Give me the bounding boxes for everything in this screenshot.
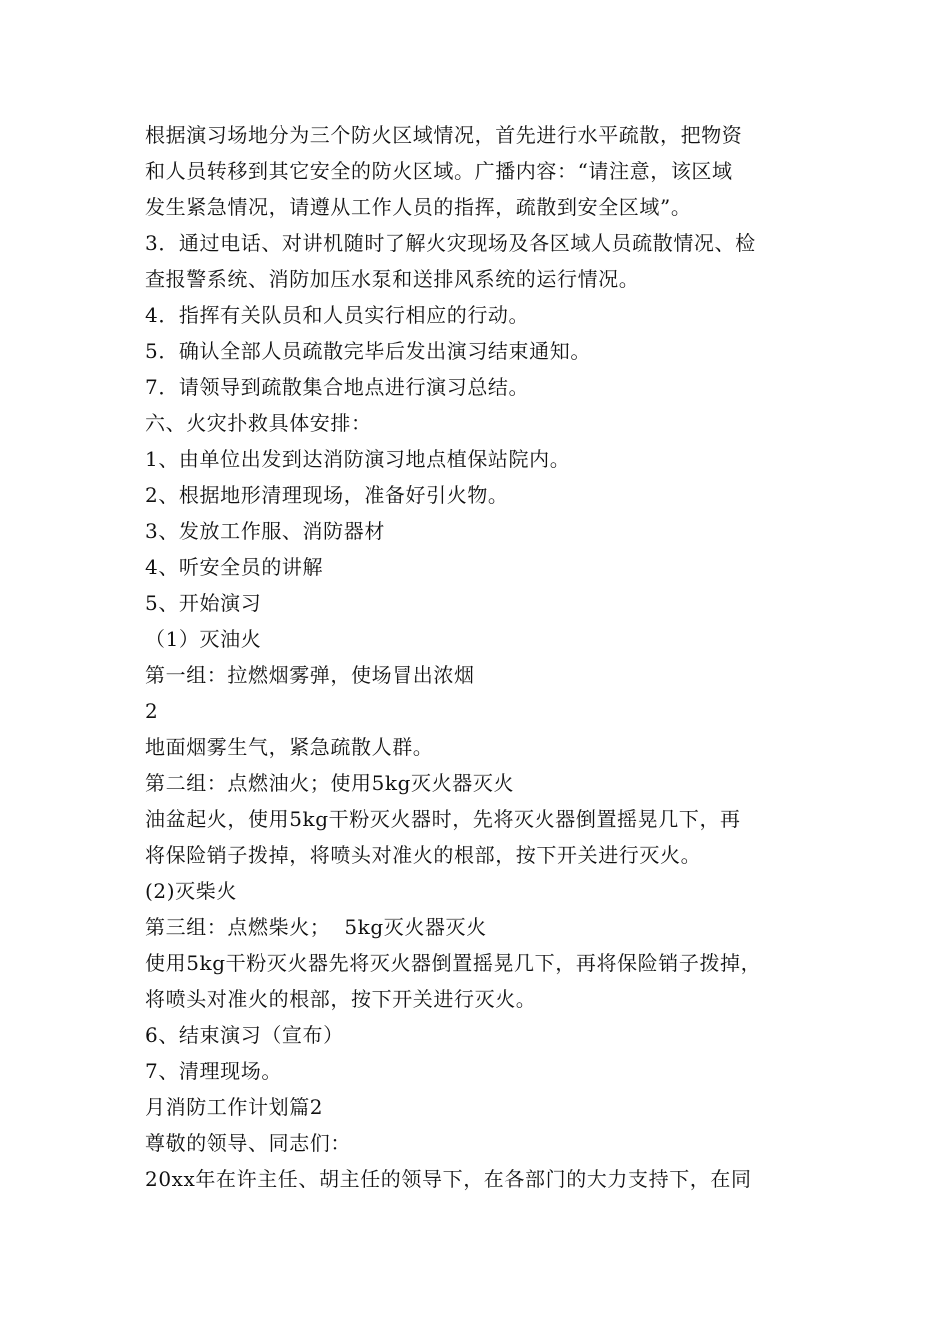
paragraph-line: 和人员转移到其它安全的防火区域。广播内容：“请注意，该区域 [145, 159, 733, 183]
paragraph-line: 根据演习场地分为三个防火区域情况，首先进行水平疏散，把物资 [145, 123, 743, 147]
paragraph-line: 3、发放工作服、消防器材 [145, 519, 385, 543]
salutation: 尊敬的领导、同志们： [145, 1131, 351, 1155]
paragraph-line: 20xx年在许主任、胡主任的领导下，在各部门的大力支持下，在同 [145, 1167, 752, 1191]
subsection-heading: （1）灭油火 [145, 627, 262, 651]
paragraph-line: 第二组：点燃油火；使用5kg灭火器灭火 [145, 771, 515, 795]
page-number: 2 [145, 699, 159, 723]
paragraph-line: 将喷头对准火的根部，按下开关进行灭火。 [145, 987, 537, 1011]
paragraph-line: 7、清理现场。 [145, 1059, 282, 1083]
paragraph-line: 地面烟雾生气，紧急疏散人群。 [145, 735, 434, 759]
paragraph-line: 4．指挥有关队员和人员实行相应的行动。 [145, 303, 530, 327]
paragraph-line: 2、根据地形清理现场，准备好引火物。 [145, 483, 509, 507]
paragraph-line: 油盆起火，使用5kg干粉灭火器时，先将灭火器倒置摇晃几下，再 [145, 807, 741, 831]
paragraph-line: 查报警系统、消防加压水泵和送排风系统的运行情况。 [145, 267, 640, 291]
paragraph-line: 使用5kg干粉灭火器先将灭火器倒置摇晃几下，再将保险销子拨掉， [145, 951, 762, 975]
paragraph-line: 5、开始演习 [145, 591, 262, 615]
section-heading: 六、火灾扑救具体安排： [145, 411, 372, 435]
subsection-heading: (2)灭柴火 [145, 879, 237, 903]
paragraph-line: 1、由单位出发到达消防演习地点植保站院内。 [145, 447, 571, 471]
paragraph-line: 7．请领导到疏散集合地点进行演习总结。 [145, 375, 530, 399]
paragraph-line: 第一组：拉燃烟雾弹，使场冒出浓烟 [145, 663, 475, 687]
paragraph-line: 5．确认全部人员疏散完毕后发出演习结束通知。 [145, 339, 591, 363]
paragraph-line: 将保险销子拨掉，将喷头对准火的根部，按下开关进行灭火。 [145, 843, 702, 867]
document-body [145, 117, 815, 1197]
paragraph-line: 第三组：点燃柴火； 5kg灭火器灭火 [145, 915, 487, 939]
article-title: 月消防工作计划篇2 [145, 1095, 324, 1119]
paragraph-line: 6、结束演习（宣布） [145, 1023, 344, 1047]
paragraph-line: 4、听安全员的讲解 [145, 555, 324, 579]
paragraph-line: 发生紧急情况，请遵从工作人员的指挥，疏散到安全区域”。 [145, 195, 692, 219]
paragraph-line: 3．通过电话、对讲机随时了解火灾现场及各区域人员疏散情况、检 [145, 231, 756, 255]
